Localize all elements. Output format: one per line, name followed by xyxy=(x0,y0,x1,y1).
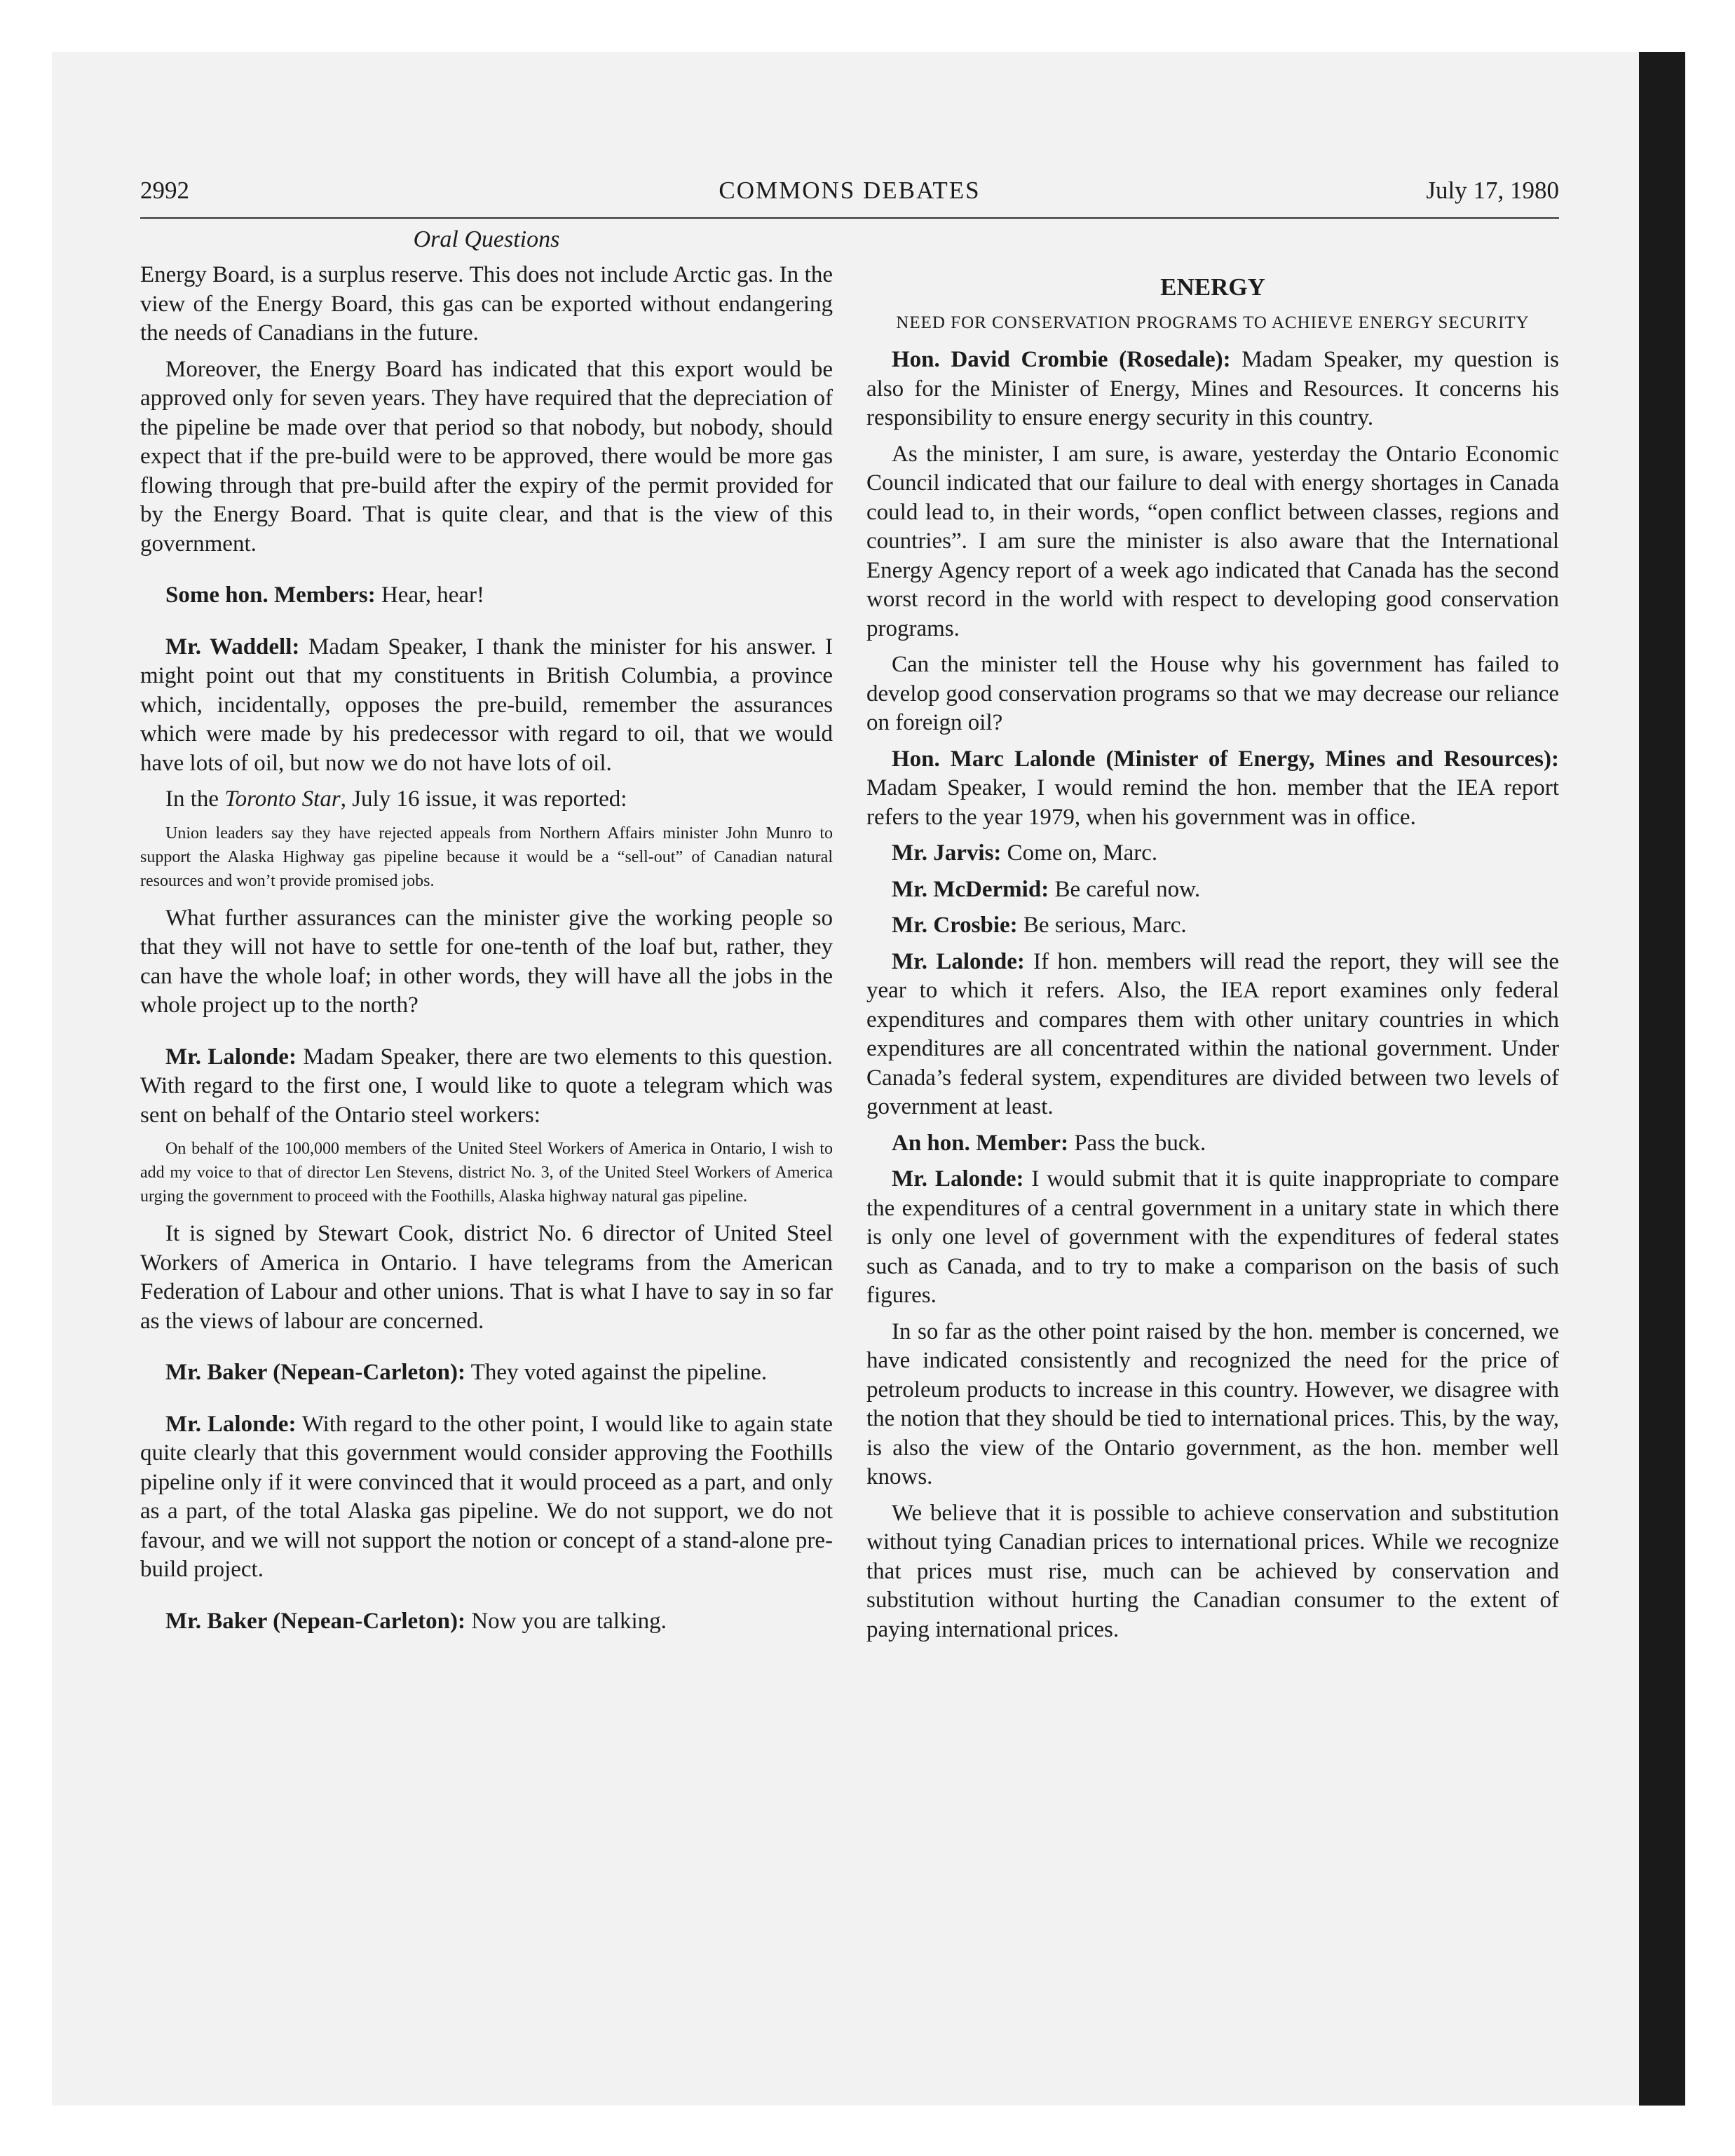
section-heading: ENERGY xyxy=(1160,273,1265,301)
publication-date: July 17, 1980 xyxy=(1426,177,1559,204)
paragraph xyxy=(140,785,833,814)
running-head: Oral Questions xyxy=(413,226,560,252)
speech-text: They voted against the pipeline. xyxy=(465,1360,768,1385)
speech xyxy=(866,1129,1559,1159)
speech-text: If hon. members will read the report, they will see the year to which it refers. Also, the IEA report examines only federal expenditures and compares them with other unitary countries in which expenditures are all concentrated within the national government. Under Canada’s federal system, expenditures are divided between two levels of government at least. xyxy=(866,948,1559,1119)
text-run: In the xyxy=(165,786,225,812)
newspaper-title: Toronto Star xyxy=(224,786,341,812)
speech-text: Madam Speaker, my question is also for the Minister of Energy, Mines and Resources. It concerns his responsibility to ensure energy security in this country. xyxy=(866,347,1560,430)
right-column xyxy=(866,261,1559,1651)
speech xyxy=(140,1358,833,1388)
scan-edge-shadow xyxy=(1639,52,1685,2106)
speaker-name: Mr. Baker (Nepean-Carleton): xyxy=(165,1608,466,1634)
speech xyxy=(140,1607,833,1637)
paragraph: Energy Board, is a surplus reserve. This does not include Arctic gas. In the view of the Energy Board, this gas can be exported without endangering the needs of Canadians in the future. xyxy=(140,262,833,346)
speech-text: Hear, hear! xyxy=(375,582,485,608)
publication-title: COMMONS DEBATES xyxy=(719,177,981,204)
speech xyxy=(140,1410,833,1585)
paragraph: Moreover, the Energy Board has indicated that this export would be approved only for seven years. They have required that the depreciation of the pipeline be made over that period so that nobody, but nobody, should expect that if the pre-build were to be approved, there would be more gas flowing through that pre-build after the expiry of the permit provided for by the Energy Board. That is quite clear, and that is the view of this government. xyxy=(140,356,833,557)
speech-text: Be serious, Marc. xyxy=(1017,913,1187,938)
paragraph: In so far as the other point raised by the hon. member is concerned, we have indicated consistently and recognized the need for the price of petroleum products to increase in this country. However, we disagree with the notion that they should be tied to international prices. This, by the way, is also the view of the Ontario government, as the hon. member well knows. xyxy=(866,1318,1559,1489)
left-column xyxy=(140,261,833,1643)
speaker-name: Mr. Lalonde: xyxy=(892,948,1025,974)
speaker-name: Some hon. Members: xyxy=(165,582,376,608)
speaker-name: An hon. Member: xyxy=(892,1130,1069,1156)
speech-text: Now you are talking. xyxy=(465,1608,667,1634)
speech xyxy=(866,948,1559,1122)
speech-text: Madam Speaker, I would remind the hon. member that the IEA report refers to the year 1979, when his government was in office. xyxy=(866,775,1559,830)
speech xyxy=(140,581,833,610)
speech xyxy=(866,839,1559,868)
speech xyxy=(866,875,1559,905)
speaker-name: Mr. Lalonde: xyxy=(165,1411,297,1437)
speech-text: With regard to the other point, I would like to again state quite clearly that this government would consider approving the Foothills pipeline only if it were convinced that it would proceed as a part, and only as a part, of the total Alaska gas pipeline. We do not support, we do not favour, and we will not support the notion or concept of a stand-alone pre-build project. xyxy=(140,1411,833,1582)
speaker-name: Mr. Waddell: xyxy=(165,634,300,660)
speaker-name: Mr. Lalonde: xyxy=(165,1044,297,1070)
quotation: Union leaders say they have rejected appeals from Northern Affairs minister John Munro to support the Alaska Highway gas pipeline because it would be a “sell-out” of Canadian natural resources and won’t provide promised jobs. xyxy=(140,824,833,890)
speech-text: Madam Speaker, I thank the minister for his answer. I might point out that my constituents in British Columbia, a province which, incidentally, opposes the pre-build, remember the assurances which were made by his predecessor with regard to oil, that we would have lots of oil, but now we do not have lots of oil. xyxy=(140,634,833,776)
paragraph: It is signed by Stewart Cook, district No. 6 director of United Steel Workers of America in Ontario. I have telegrams from the American Federation of Labour and other unions. That is what I have to say in so far as the views of labour are concerned. xyxy=(140,1221,833,1334)
text-run: , July 16 issue, it was reported: xyxy=(340,786,627,812)
speech-text: I would submit that it is quite inappropriate to compare the expenditures of a central government in a unitary state in which there is only one level of government with the expenditures of federal states such as Canada, and to try to make a comparison on the basis of such figures. xyxy=(866,1166,1559,1308)
speech xyxy=(866,911,1559,941)
paragraph: As the minister, I am sure, is aware, yesterday the Ontario Economic Council indicated that our failure to deal with energy shortages in Canada could lead to, in their words, “open conflict between classes, regions and countries”. I am sure the minister is also aware that the International Energy Agency report of a week ago indicated that Canada has the second worst record in the world with respect to developing good conservation programs. xyxy=(866,441,1559,641)
speech xyxy=(866,346,1559,433)
speech-text: Pass the buck. xyxy=(1068,1130,1206,1156)
speaker-name: Mr. Lalonde: xyxy=(892,1166,1024,1192)
paragraph: Can the minister tell the House why his government has failed to develop good conservation programs so that we may decrease our reliance on foreign oil? xyxy=(866,652,1559,735)
speaker-name: Mr. Jarvis: xyxy=(892,840,1002,866)
speaker-name: Mr. McDermid: xyxy=(892,876,1049,902)
speech-text: Be careful now. xyxy=(1049,876,1201,902)
speaker-name: Mr. Crosbie: xyxy=(892,913,1018,938)
page-number: 2992 xyxy=(140,177,189,204)
section-subheading: NEED FOR CONSERVATION PROGRAMS TO ACHIEVE ENERGY SECURITY xyxy=(896,313,1530,332)
speech xyxy=(866,1165,1559,1311)
speech xyxy=(140,1043,833,1131)
quotation: On behalf of the 100,000 members of the United Steel Workers of America in Ontario, I wish to add my voice to that of director Len Stevens, district No. 3, of the United Steel Workers of America urging the government to proceed with the Foothills, Alaska highway natural gas pipeline. xyxy=(140,1140,833,1206)
speaker-name: Hon. Marc Lalonde (Minister of Energy, Mines and Resources): xyxy=(892,746,1559,772)
speech-text: Madam Speaker, there are two elements to this question. With regard to the first one, I would like to quote a telegram which was sent on behalf of the Ontario steel workers: xyxy=(140,1044,833,1128)
speaker-name: Hon. David Crombie (Rosedale): xyxy=(892,347,1231,372)
page-header xyxy=(140,171,1559,219)
speech xyxy=(866,745,1559,833)
scanned-page xyxy=(52,52,1685,2106)
paragraph: What further assurances can the minister give the working people so that they will not have to settle for one-tenth of the loaf but, rather, they can have the whole loaf; in other words, they will have all the jobs in the whole project up to the north? xyxy=(140,905,833,1018)
paragraph: We believe that it is possible to achieve conservation and substitution without tying Canadian prices to international prices. While we recognize that prices must rise, much can be achieved by conservation and substitution without hurting the Canadian consumer to the extent of paying international prices. xyxy=(866,1500,1559,1642)
speaker-name: Mr. Baker (Nepean-Carleton): xyxy=(165,1360,466,1385)
speech-text: Come on, Marc. xyxy=(1001,840,1158,866)
speech xyxy=(140,633,833,779)
